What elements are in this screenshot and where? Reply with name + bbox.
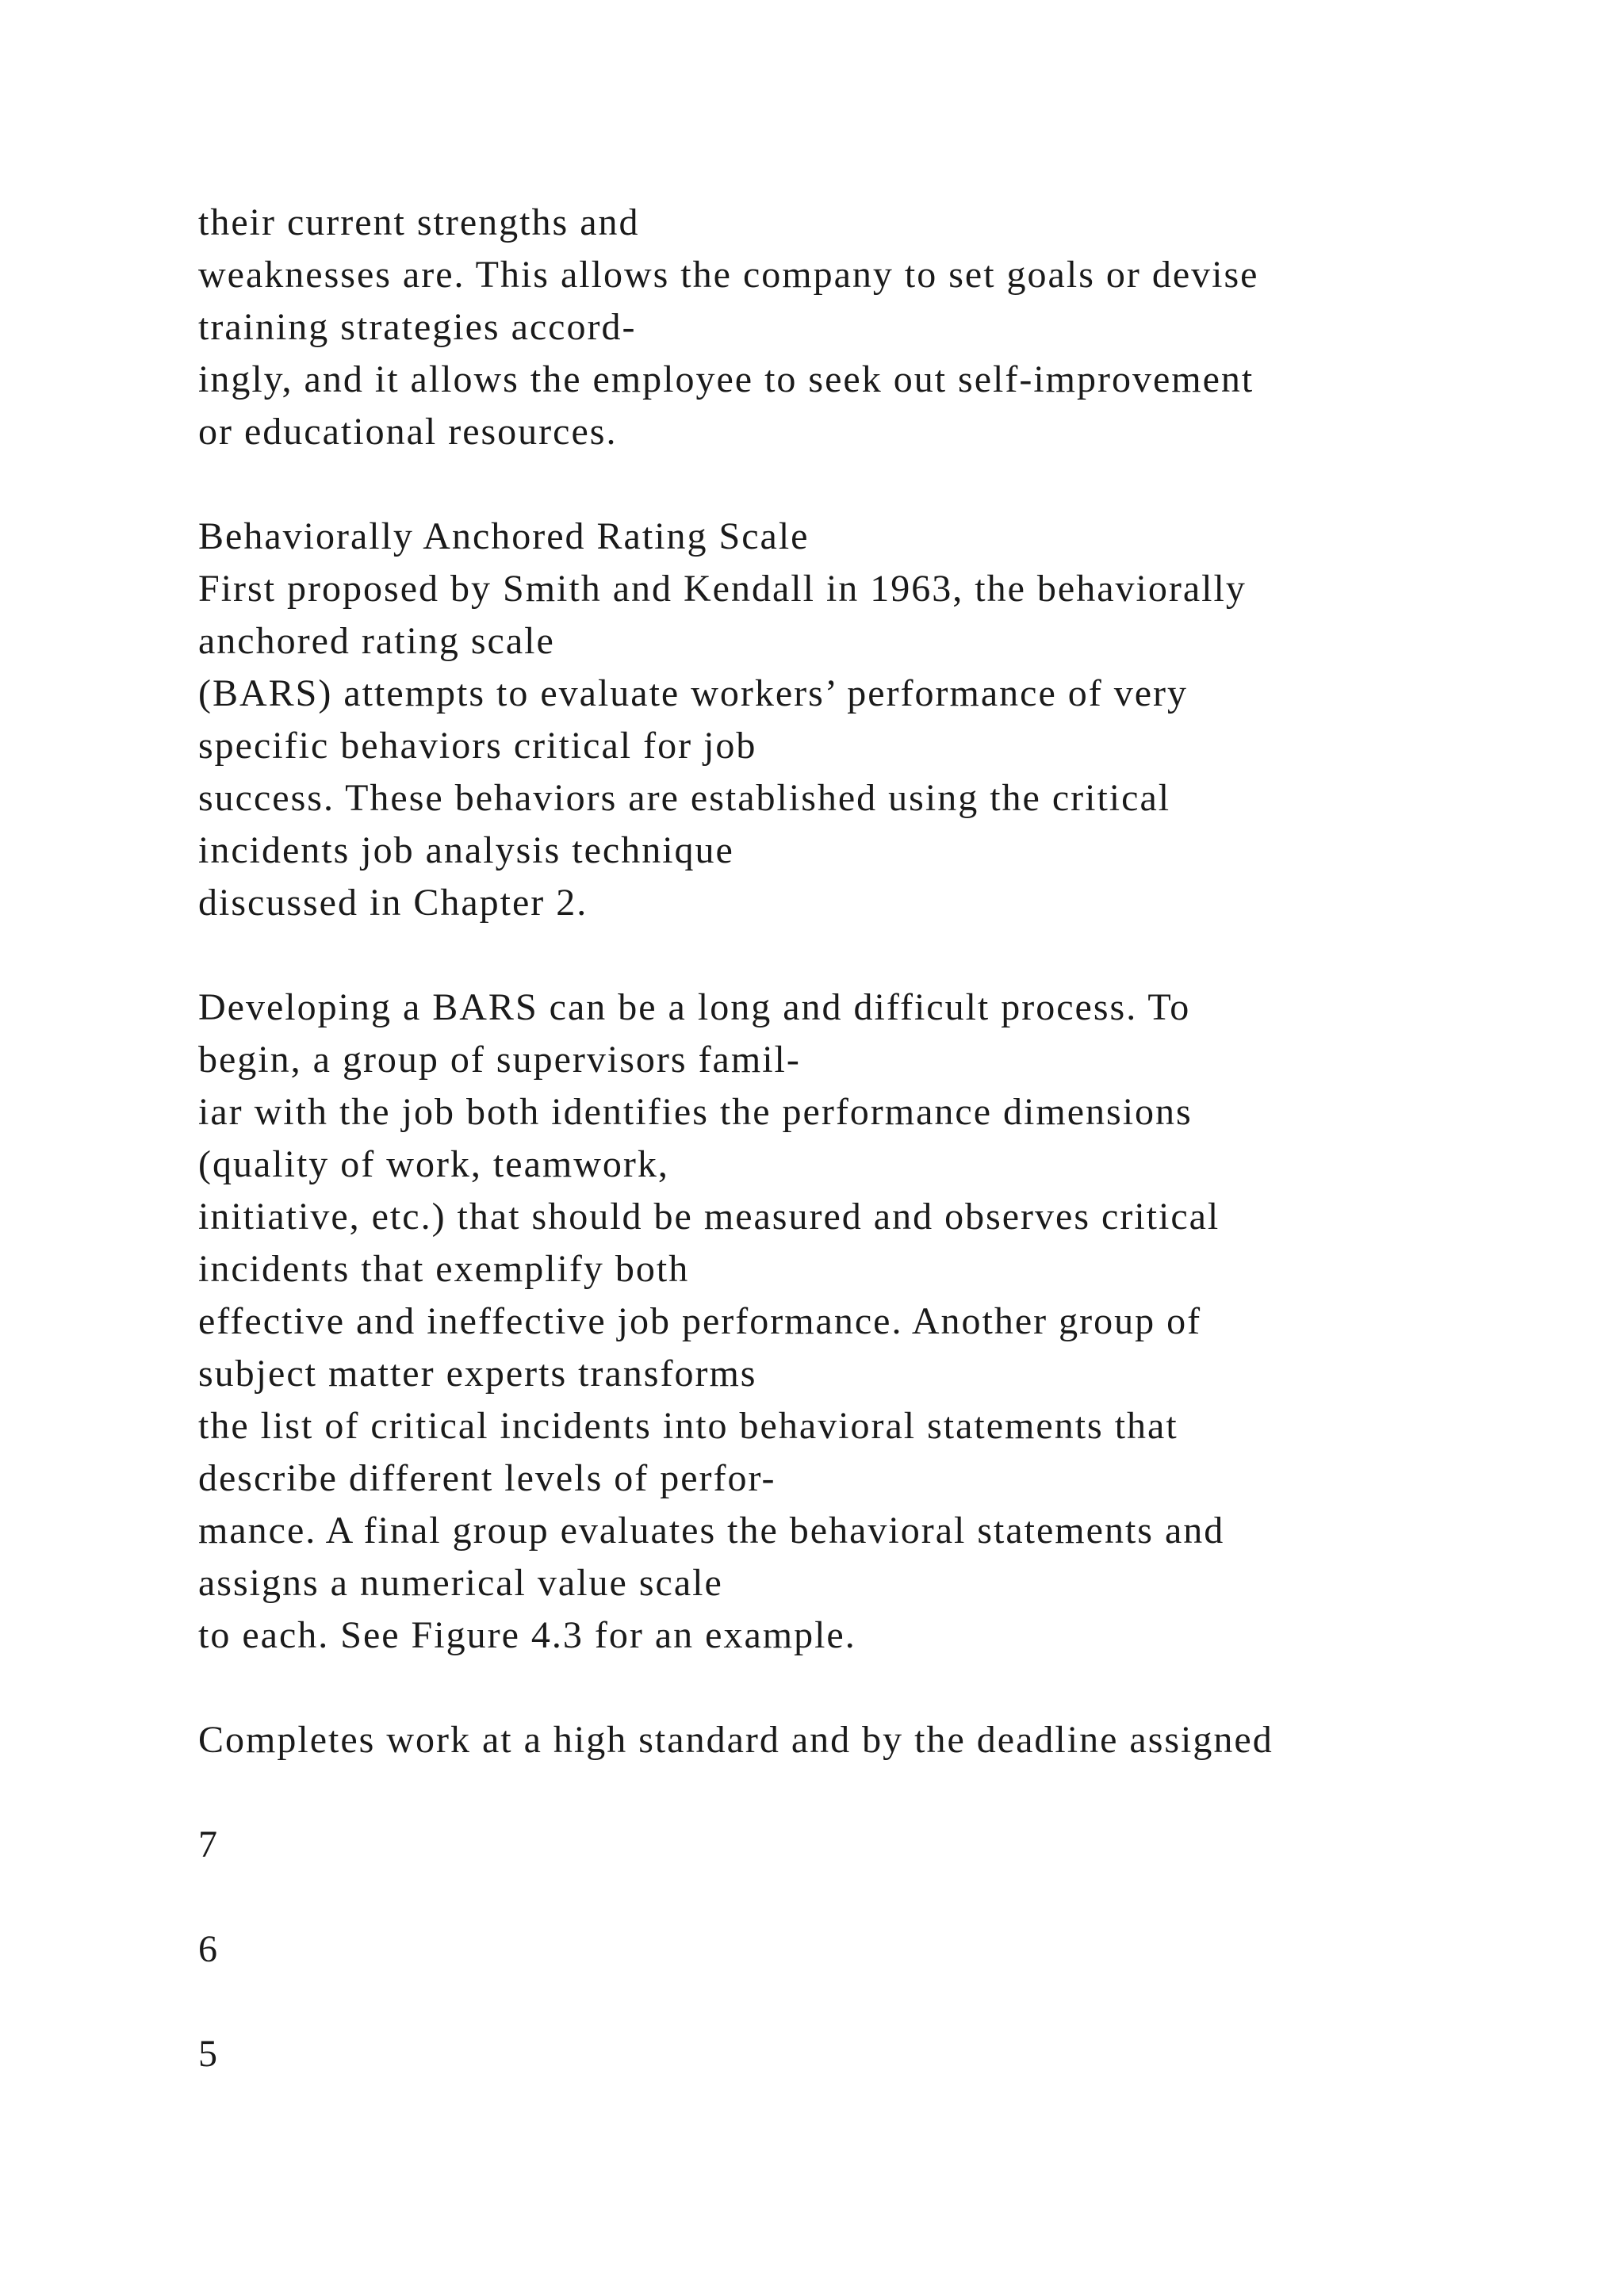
scale-spacer: [198, 1871, 1546, 1923]
paragraph-spacer: [198, 1766, 1546, 1819]
text-line: or educational resources.: [198, 411, 618, 453]
text-line: (BARS) attempts to evaluate workers’ performance of very: [198, 672, 1189, 714]
text-line: discussed in Chapter 2.: [198, 882, 588, 924]
text-line: training strategies accord-: [198, 306, 637, 348]
text-line: Developing a BARS can be a long and difficult process. To: [198, 986, 1191, 1028]
text-line: Completes work at a high standard and by the deadline assigned: [198, 1719, 1274, 1761]
paragraph-intro: [198, 197, 1546, 458]
text-line: specific behaviors critical for job: [198, 725, 757, 767]
rating-scale-numbers: [198, 1819, 1546, 2080]
text-line: incidents that exemplify both: [198, 1248, 690, 1290]
figure-scale-title: [198, 1714, 1546, 1766]
text-line: subject matter experts transforms: [198, 1353, 757, 1395]
scale-number: 7: [198, 1823, 219, 1866]
text-line: begin, a group of supervisors famil-: [198, 1039, 801, 1081]
paragraph-spacer: [198, 458, 1546, 511]
text-line: First proposed by Smith and Kendall in 1963, the behaviorally: [198, 568, 1247, 610]
text-line: mance. A final group evaluates the behavioral statements and: [198, 1510, 1225, 1552]
text-line: weaknesses are. This allows the company to set goals or devise: [198, 254, 1259, 296]
text-line: success. These behaviors are established using the critical: [198, 777, 1171, 819]
section-heading: Behaviorally Anchored Rating Scale: [198, 515, 810, 557]
text-line: assigns a numerical value scale: [198, 1562, 723, 1604]
text-line: ingly, and it allows the employee to seek out self-improvement: [198, 358, 1254, 400]
text-line: incidents job analysis technique: [198, 829, 734, 871]
paragraph-bars-development: [198, 982, 1546, 1662]
text-line: effective and ineffective job performance. Another group of: [198, 1300, 1202, 1342]
text-line: (quality of work, teamwork,: [198, 1143, 669, 1185]
paragraph-bars-definition: [198, 511, 1546, 929]
paragraph-spacer: [198, 929, 1546, 982]
scale-number: 5: [198, 2033, 219, 2075]
text-line: the list of critical incidents into behavioral statements that: [198, 1405, 1178, 1447]
text-line: describe different levels of perfor-: [198, 1457, 776, 1499]
paragraph-spacer: [198, 1662, 1546, 1714]
text-line: anchored rating scale: [198, 620, 555, 662]
scale-spacer: [198, 1976, 1546, 2028]
text-line: to each. See Figure 4.3 for an example.: [198, 1614, 856, 1656]
text-line: their current strengths and: [198, 201, 640, 243]
text-line: initiative, etc.) that should be measured and observes critical: [198, 1196, 1220, 1238]
scale-number: 6: [198, 1928, 219, 1970]
document-page: [198, 197, 1546, 2080]
text-line: iar with the job both identifies the performance dimensions: [198, 1091, 1193, 1133]
